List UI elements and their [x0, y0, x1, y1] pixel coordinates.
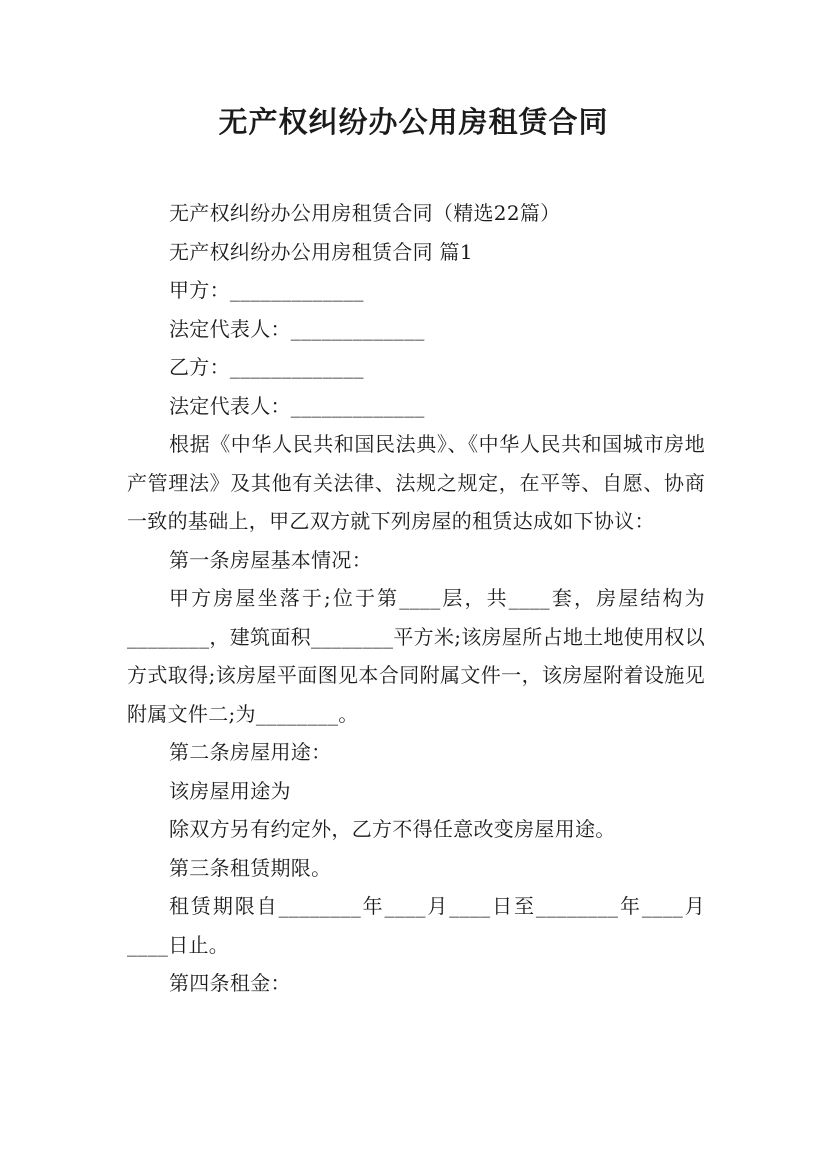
paragraph-party-b: 乙方：_____________	[169, 355, 364, 379]
paragraph-clause-2-body: 该房屋用途为	[169, 778, 291, 803]
paragraph-clause-3-body: 租赁期限自________年____月____日至________年____月____日止。	[127, 894, 705, 957]
paragraph-party-a: 甲方：_____________	[169, 278, 364, 302]
paragraph-preamble: 根据《中华人民共和国民法典》、《中华人民共和国城市房地产管理法》及其他有关法律、法规之规定，在平等、自愿、协商一致的基础上，甲乙双方就下列房屋的租赁达成如下协议：	[127, 432, 705, 533]
paragraph-clause-2-note: 除双方另有约定外，乙方不得任意改变房屋用途。	[169, 817, 616, 841]
paragraph-clause-1-body: 甲方房屋坐落于;位于第____层，共____套，房屋结构为________，建筑面积________平方米;该房屋所占地土地使用权以方式取得;该房屋平面图见本合同附属文件一，该房屋附着设施见附属文件二;为________。	[127, 586, 705, 726]
paragraph-clause-4-heading: 第四条租金：	[169, 971, 291, 995]
document-title: 无产权纠纷办公用房租赁合同	[218, 105, 609, 139]
paragraph-article-heading: 无产权纠纷办公用房租赁合同 篇1	[169, 239, 473, 264]
document-body	[127, 194, 705, 1003]
paragraph-subtitle: 无产权纠纷办公用房租赁合同（精选22篇）	[169, 201, 561, 225]
paragraph-clause-1-heading: 第一条房屋基本情况：	[169, 547, 372, 572]
paragraph-party-b-representative: 法定代表人：_____________	[169, 393, 425, 418]
paragraph-clause-2-heading: 第二条房屋用途：	[169, 740, 332, 764]
paragraph-clause-3-heading: 第三条租赁期限。	[169, 855, 332, 880]
paragraph-party-a-representative: 法定代表人：_____________	[169, 316, 425, 341]
